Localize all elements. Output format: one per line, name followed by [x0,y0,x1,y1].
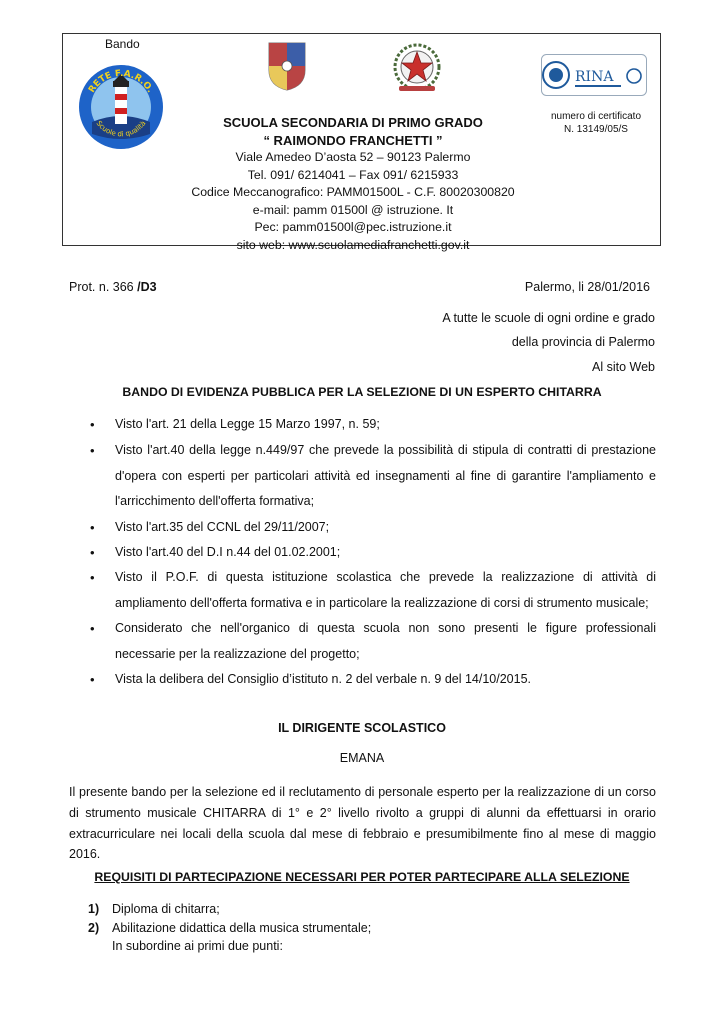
rina-certification-icon [541,54,647,96]
list-item [88,919,371,938]
faro-logo-subtext: Scuole di qualità [94,119,148,139]
letter-date: Palermo, li 28/01/2016 [524,280,650,294]
bullet-symbol: • [90,672,95,688]
school-name: SCUOLA SECONDARIA DI PRIMO GRADO [223,115,483,130]
list-item [88,900,371,919]
school-phone: Tel. 091/ 6214041 – Fax 091/ 6215933 [247,167,459,182]
recipient-line: Al sito Web [592,360,655,374]
bullet-symbol: • [90,519,95,535]
item-number: 1) [88,902,100,916]
school-subname: “ RAIMONDO FRANCHETTI ” [263,132,443,148]
item-text: Abilitazione didattica della musica strumentale; [112,920,372,935]
school-website: sito web: www.scuolamediafranchetti.gov.it [236,237,470,252]
bando-label: Bando [105,37,140,51]
italian-republic-emblem-icon [389,40,445,96]
protocol-prefix: Prot. n. 366 [69,280,138,294]
body-paragraph: Il presente bando per la selezione ed il reclutamento di personale esperto per la realizzazione di un corso di strumento musicale CHITARRA di 1° e 2° livello rivolto a gruppi di alunni da effettuarsi in orario extracurriculare nei locali della scuola dal mese di febbraio e presumibilmente fino al mese di maggio 2016. [69,785,656,862]
recipient-line: A tutte le scuole di ogni ordine e grado [442,311,655,325]
certificate-info [533,110,659,136]
list-item: • Visto l'art. 21 della Legge 15 Marzo 1997, n. 59; [90,412,656,437]
rete-faro-logo-icon [78,64,164,150]
list-item: • Visto l'art.40 del D.I n.44 del 01.02.2001; [90,540,656,565]
subordinate-note: In subordine ai primi due punti: [112,939,283,953]
school-address: Viale Amedeo D’aosta 52 – 90123 Palermo [235,150,471,164]
requirements-list [88,900,371,956]
dirigente-heading: IL DIRIGENTE SCOLASTICO [278,721,446,735]
letterhead [62,33,661,252]
school-email: e-mail: pamm 01500l @ istruzione. It [252,202,454,217]
region-crest-icon [266,40,308,92]
recipient-line: della provincia di Palermo [511,335,655,349]
list-item: • Visto l'art.35 del CCNL del 29/11/2007; [90,515,656,540]
school-info [183,114,523,254]
protocol-suffix: /D3 [137,280,157,294]
requirements-title: REQUISITI DI PARTECIPAZIONE NECESSARI PER POTER PARTECIPARE ALLA SELEZIONE [94,870,630,884]
considerations-list [90,412,656,692]
bullet-symbol: • [90,621,95,637]
emana-heading: EMANA [339,751,385,765]
bullet-symbol: • [90,545,95,561]
list-item: • Visto l'art.40 della legge n.449/97 che prevede la possibilità di stipula di contratti di prestazione d'opera con esperti per particolari attività ed insegnamenti al fine di garantire l'ampliamento e l'arricchimento dell'offerta formativa; [90,438,656,514]
list-item: • Visto il P.O.F. di questa istituzione scolastica che prevede la realizzazione di attività di ampliamento dell'offerta formativa e in particolare la realizzazione di corsi di strumento musicale; [90,565,656,616]
list-item: • Vista la delibera del Consiglio d’istituto n. 2 del verbale n. 9 del 14/10/2015. [90,667,656,692]
certificate-number: N. 13149/05/S [564,124,628,135]
faro-logo-text: RETE F.A.R.O. [87,68,155,95]
rina-label: RINA [575,69,614,85]
item-text: Diploma di chitarra; [112,902,220,916]
list-item: • Considerato che nell'organico di questa scuola non sono presenti le figure professionali necessarie per la realizzazione del progetto; [90,616,656,667]
document-title: BANDO DI EVIDENZA PUBBLICA PER LA SELEZIONE DI UN ESPERTO CHITARRA [122,385,602,399]
school-pec: Pec: pamm01500l@pec.istruzione.it [254,220,452,234]
bullet-symbol: • [90,443,95,459]
certificate-label: numero di certificato [550,111,642,122]
school-codes: Codice Meccanografico: PAMM01500L - C.F. 80020300820 [191,185,515,199]
bullet-symbol: • [90,417,95,432]
bullet-symbol: • [90,570,95,586]
item-number: 2) [88,920,100,935]
protocol-number [69,280,157,294]
